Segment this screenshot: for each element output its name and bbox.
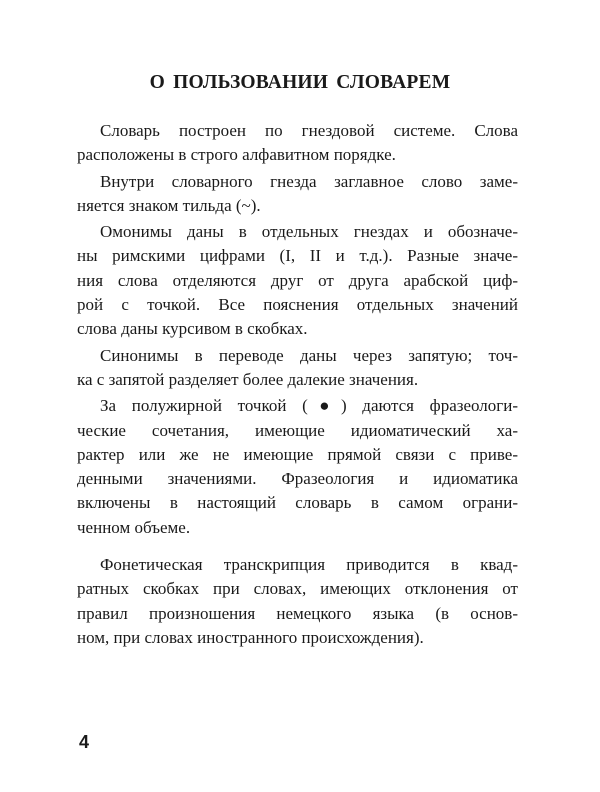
text-line: Словарь построен по гнездовой системе. Слова [100,121,518,140]
text-line: правил произношения немецкого языка (в основ- [77,603,518,623]
text-line: Внутри словарного гнезда заглавное слово заме- [100,171,518,191]
text-line: За полужирной точкой (●) даются фразеологи- [100,396,518,416]
paragraph [77,220,518,341]
paragraph [77,344,518,393]
text-line: Омонимы даны в отдельных гнездах и обозначе- [100,222,518,242]
page-number: 4 [79,732,90,752]
text-line: ном, при словах иностранного происхождения). [77,627,424,647]
paragraph [77,170,518,219]
text-line: ны римскими цифрами (I, II и т.д.). Разные значе- [77,246,518,266]
paragraph [77,553,518,650]
text-line: денными значениями. Фразеология и идиоматика [77,469,518,489]
text-line: рой с точкой. Все пояснения отдельных значений [77,295,518,315]
paragraph [77,119,518,168]
text-line: Фонетическая транскрипция приводится в квад- [100,555,518,575]
paragraph [77,394,518,540]
text-line: ченном объеме. [77,517,191,537]
text-line: ратных скобках при словах, имеющих отклонения от [77,579,518,599]
text-line: Синонимы в переводе даны через запятую; точ- [100,345,518,365]
body-text [77,119,518,650]
text-line: ка с запятой разделяет более далекие значения. [77,369,419,389]
text-line: няется знаком тильда (~). [77,195,261,215]
text-line: слова даны курсивом в скобках. [77,319,308,339]
text-line: расположены в строго алфавитном порядке. [77,145,396,165]
text-line: рактер или же не имеющие прямой связи с приве- [77,444,518,464]
text-line: ческие сочетания, имеющие идиоматический ха- [77,420,518,440]
page-title: О ПОЛЬЗОВАНИИ СЛОВАРЕМ [149,72,451,93]
text-line: ния слова отделяются друг от друга арабской циф- [77,270,518,290]
text-line: включены в настоящий словарь в самом ограни- [77,493,518,513]
